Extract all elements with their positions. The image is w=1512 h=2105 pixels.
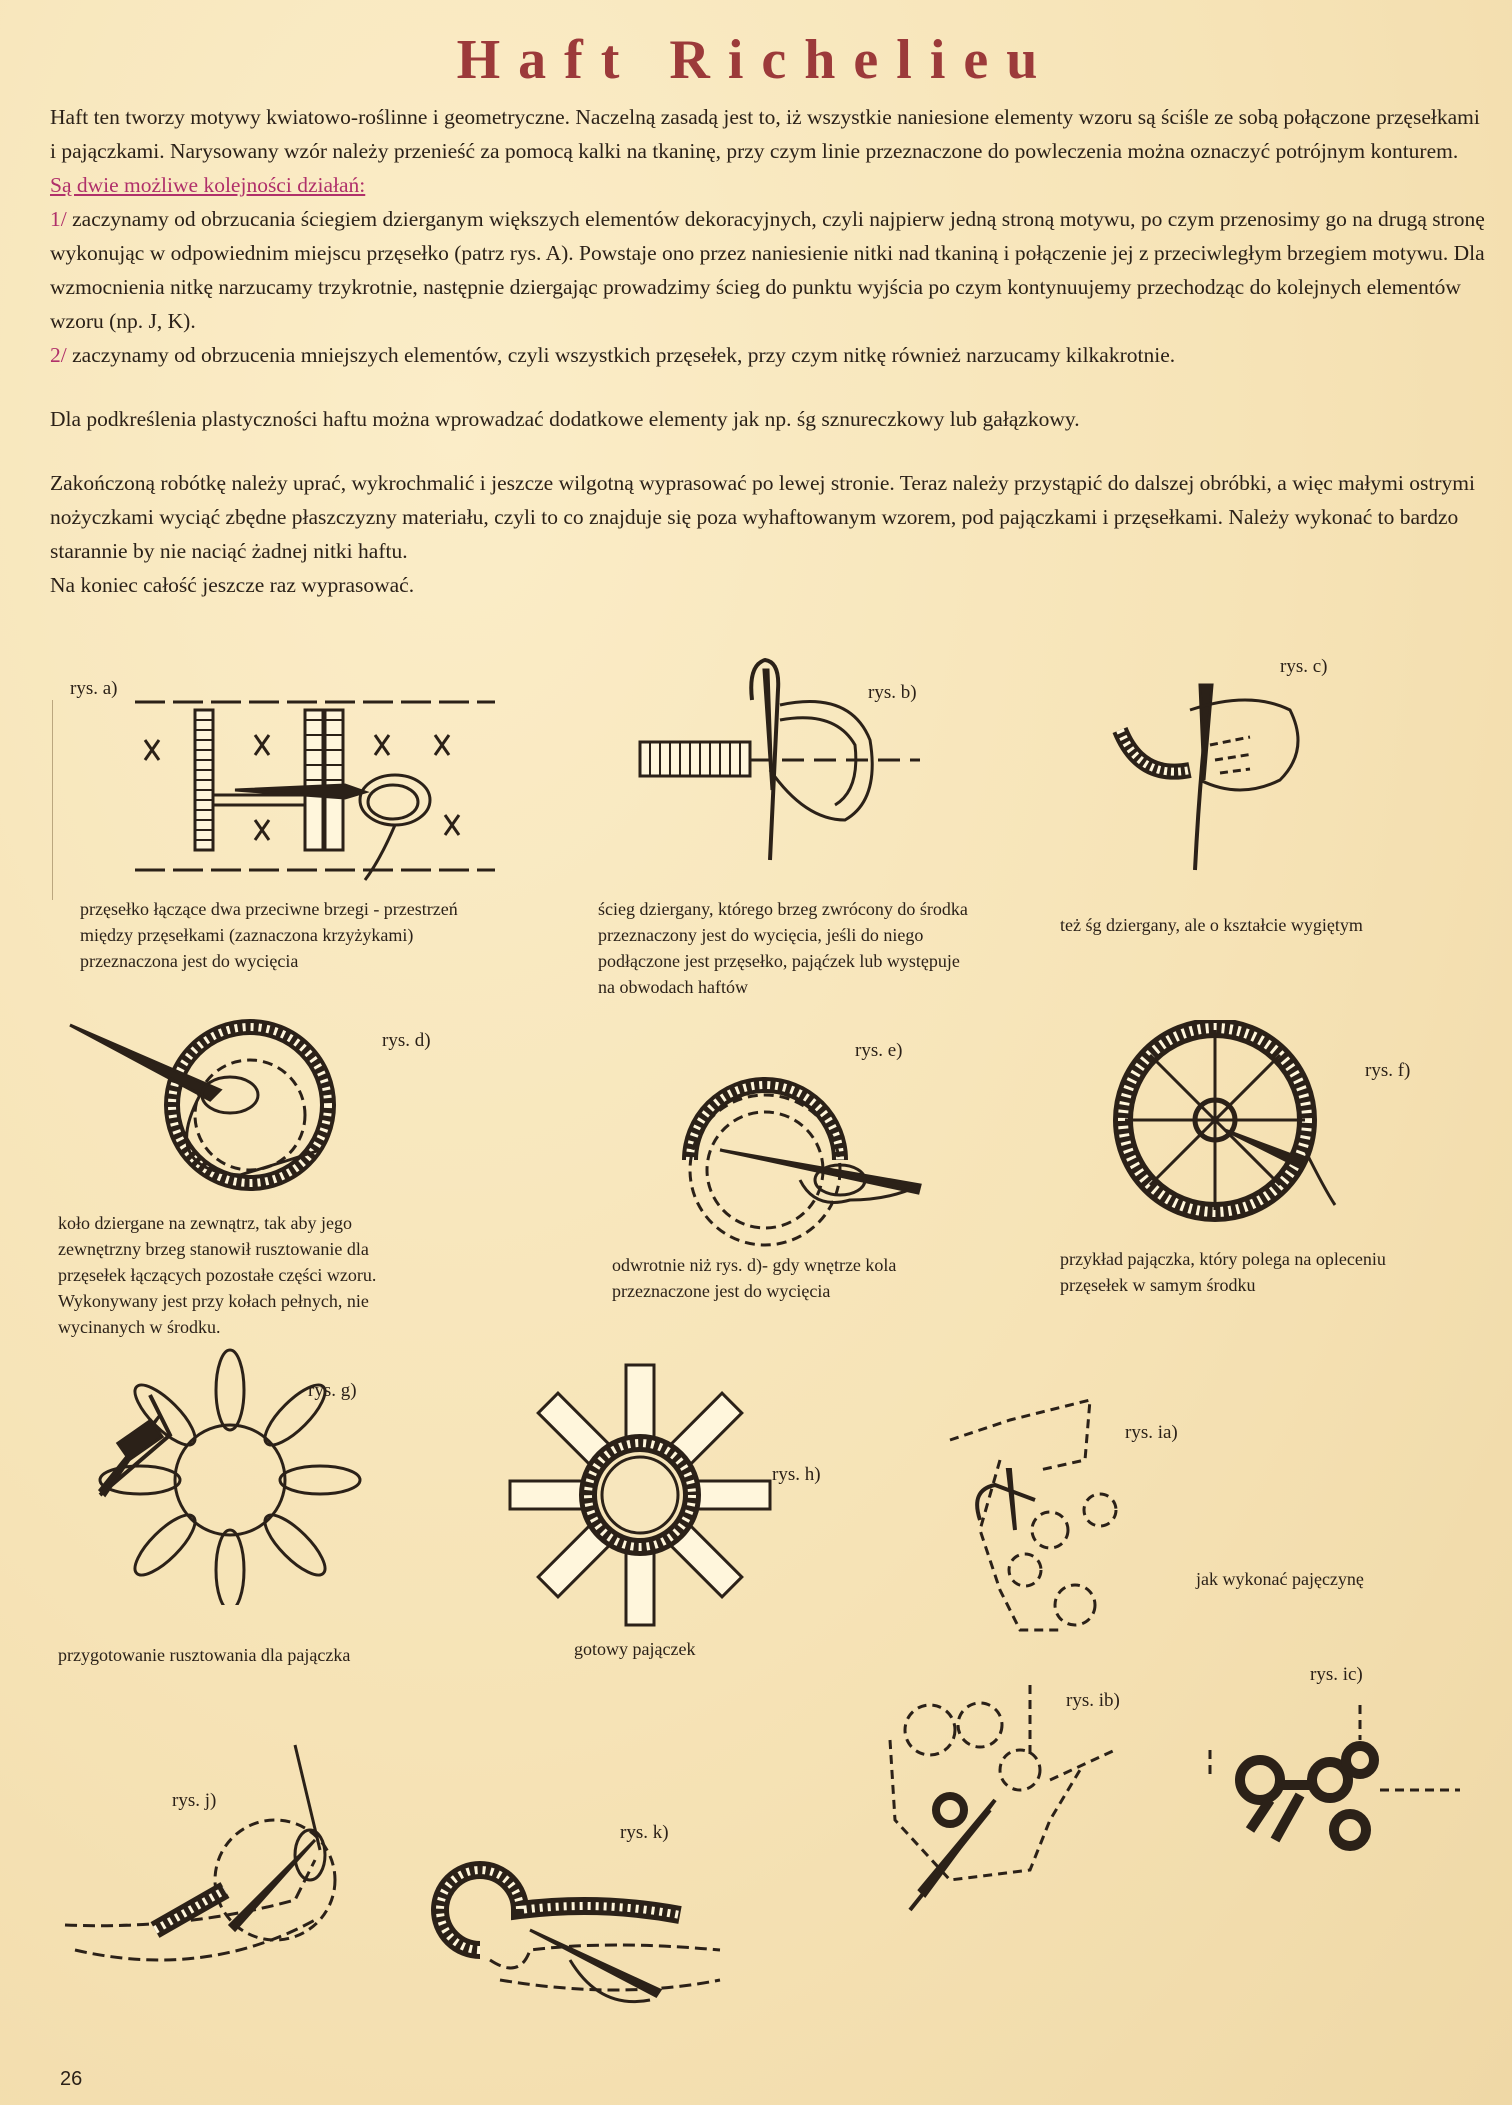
figure-a-label: rys. a) [70,678,118,699]
figure-b-illustration [630,650,930,880]
figure-h-illustration [500,1360,780,1630]
figure-ia-caption: jak wykonać pajęczynę [1196,1569,1364,1589]
figure-f-illustration [1105,1020,1345,1230]
figure-e-illustration [650,1060,950,1250]
page-number: 26 [60,2068,83,2090]
figure-c-caption: też śg dziergany, ale o kształcie wygiętym [1060,915,1363,935]
step-2 [50,338,1490,372]
figure-e-label: rys. e) [855,1040,903,1061]
figure-ia-label: rys. ia) [1125,1422,1178,1443]
figure-e-caption: odwrotnie niż rys. d)- gdy wnętrze kola przeznaczone jest do wycięcia [612,1255,897,1301]
intro-paragraph: Haft ten tworzy motywy kwiatowo-roślinne i geometryczne. Naczelną zasadą jest to, iż wszystkie naniesione elementy wzoru są ściśle ze sobą połączone przęsełkami i pajączkami. Narysowany wzór należy przenieść za pomocą kalki na tkaninę, przy czym linie przeznaczone do powleczenia można oznaczyć potrójnym konturem. [50,105,1480,163]
intro-text [50,100,1490,602]
figure-d-caption: koło dziergane na zewnątrz, tak aby jego zewnętrzny brzeg stanowił rusztowanie dla przęsełek łączących pozostałe części wzoru. Wykonywany jest przy kołach pełnych, nie wycinanych w środku. [58,1213,377,1337]
figure-j-label: rys. j) [172,1790,217,1811]
figure-ia-illustration [940,1390,1140,1650]
figure-d-label: rys. d) [382,1030,431,1051]
plasticity-paragraph: Dla podkreślenia plastyczności haftu można wprowadzać dodatkowe elementy jak np. śg sznureczkowy lub gałązkowy. [50,407,1080,431]
final-paragraph: Na koniec całość jeszcze raz wyprasować. [50,573,415,597]
figure-c-illustration [1100,670,1320,880]
figure-g-illustration [60,1345,380,1605]
figure-h-caption: gotowy pajączek [574,1639,696,1659]
step-2-text: zaczynamy od obrzucenia mniejszych elementów, czyli wszystkich przęsełek, przy czym nitkę również narzucamy kilkakrotnie. [66,343,1176,367]
step-1-number: 1/ [50,207,67,231]
figure-b-caption: ścieg dziergany, którego brzeg zwrócony do środka przeznaczony jest do wycięcia, jeśli do niego podłączone jest przęsełko, pająćzek lub występuje na obwodach haftów [598,899,968,997]
figure-c-label: rys. c) [1280,656,1328,677]
figure-d-illustration [60,1010,380,1200]
step-2-number: 2/ [50,343,67,367]
figure-a-caption: przęsełko łączące dwa przeciwne brzegi - przestrzeń między przęsełkami (zaznaczona krzyżykami) przeznaczona jest do wycięcia [80,899,458,971]
figure-b-label: rys. b) [868,682,917,703]
figure-f-label: rys. f) [1365,1060,1411,1081]
step-1-text: zaczynamy od obrzucania ściegiem dzierganym większych elementów dekoracyjnych, czyli najpierw jedną stroną motywu, po czym przenosimy go na drugą stronę wykonując w odpowiednim miejscu przęsełko (patrz rys. A). Powstaje ono przez naniesienie nitki nad tkaniną i połączenie jej z przeciwległym brzegiem motywu. Dla wzmocnienia nitkę narzucamy trzykrotnie, następnie dziergając prowadzimy ścieg do punktu wyjścia po czym kontynuujemy przechodząc do kolejnych elementów wzoru (np. J, K). [50,207,1485,333]
step-1 [50,202,1490,338]
page-title: Haft Richelieu [456,29,1056,91]
figure-j-illustration [55,1740,395,2000]
figure-ic-illustration [1200,1700,1460,1880]
figure-ic-label: rys. ic) [1310,1664,1363,1685]
figure-a-illustration [125,690,505,890]
steps-heading: Są dwie możliwe kolejności działań: [50,173,366,197]
figure-f-caption: przykład pajączka, który polega na opleceniu przęsełek w samym środku [1060,1249,1386,1295]
figure-k-illustration [420,1840,740,2020]
figure-ib-label: rys. ib) [1066,1690,1120,1711]
figure-h-label: rys. h) [772,1464,821,1485]
figure-g-label: rys. g) [308,1380,357,1401]
figure-k-label: rys. k) [620,1822,669,1843]
finishing-paragraph: Zakończoną robótkę należy uprać, wykrochmalić i jeszcze wilgotną wyprasować po lewej stronie. Teraz należy przystąpić do dalszej obróbki, a więc małymi ostrymi nożyczkami wyciąć zbędne płaszczyzny materiału, czyli to co znajduje się poza wyhaftowanym wzorem, pod pajączkami i przęsełkami. Należy wykonać to bardzo starannie by nie naciąć żadnej nitki haftu. [50,471,1475,563]
figure-a-frame-line [52,700,53,900]
figure-g-caption: przygotowanie rusztowania dla pajączka [58,1645,351,1665]
figure-ib-illustration [880,1680,1120,1930]
